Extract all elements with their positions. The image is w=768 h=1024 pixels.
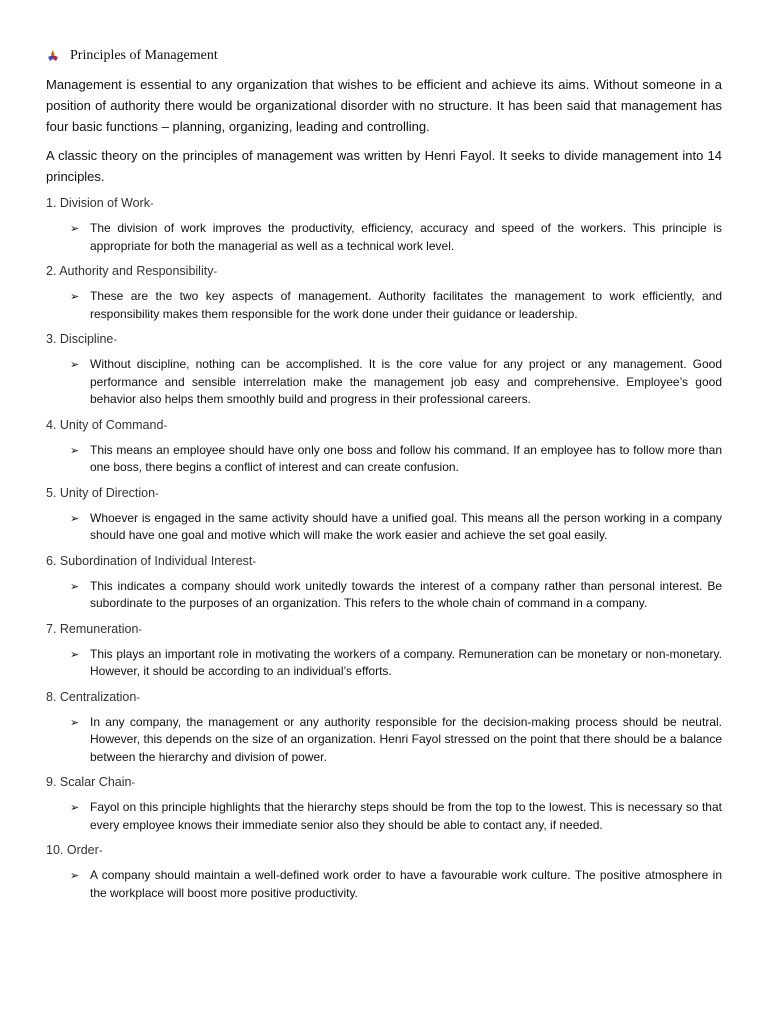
arrow-bullet-icon: ➢ bbox=[70, 291, 80, 303]
principle-heading bbox=[46, 551, 722, 572]
arrow-bullet-icon: ➢ bbox=[70, 444, 80, 457]
principle-bullet bbox=[70, 220, 722, 255]
principle-bullet bbox=[70, 799, 722, 834]
arrow-bullet-icon: ➢ bbox=[70, 359, 80, 371]
arrow-bullet-icon: ➢ bbox=[70, 580, 80, 593]
principle-heading bbox=[46, 619, 722, 640]
principle-bullet bbox=[70, 578, 722, 613]
principle-section bbox=[46, 619, 722, 681]
principle-heading-text: 1. Division of Work bbox=[46, 196, 150, 210]
intro-paragraph-2: A classic theory on the principles of management was written by Henri Fayol. It seeks to divide management into 14 principles. bbox=[46, 148, 722, 184]
principle-section bbox=[46, 415, 722, 477]
principle-heading-dash: - bbox=[213, 266, 218, 278]
principle-section bbox=[46, 483, 722, 545]
principle-section bbox=[46, 687, 722, 767]
principle-heading bbox=[46, 840, 722, 861]
principle-bullet bbox=[70, 646, 722, 681]
principle-heading-text: 6. Subordination of Individual Interest bbox=[46, 553, 253, 568]
principle-description: This means an employee should have only one boss and follow his command. If an employee has to follow more than one boss, there begins a conflict of interest and can create confusion. bbox=[90, 442, 722, 474]
principle-heading-dash: - bbox=[149, 198, 154, 210]
arrow-bullet-icon: ➢ bbox=[70, 870, 80, 882]
principle-heading bbox=[46, 261, 722, 282]
principle-heading-dash: - bbox=[138, 623, 143, 636]
principle-section bbox=[46, 261, 722, 323]
principle-heading-dash: - bbox=[98, 845, 103, 857]
principle-heading-dash: - bbox=[155, 487, 159, 500]
principle-description: This plays an important role in motivating the workers of a company. Remuneration can be monetary or non-monetary. However, it should be according to an individual’s efforts. bbox=[90, 646, 722, 678]
principle-heading-dash: - bbox=[113, 334, 118, 346]
principle-bullet bbox=[70, 714, 722, 767]
principle-bullet bbox=[70, 510, 722, 545]
principle-section bbox=[46, 329, 722, 409]
principle-heading-text: 3. Discipline bbox=[46, 332, 114, 346]
principle-description: These are the two key aspects of management. Authority facilitates the management to work efficiently, and responsibility makes them responsible for the work done under their guidance or leadership. bbox=[90, 289, 722, 321]
principle-heading-dash: - bbox=[136, 691, 140, 704]
principle-heading-text: 4. Unity of Command bbox=[46, 417, 164, 432]
principle-section bbox=[46, 193, 722, 255]
principle-description: Without discipline, nothing can be accomplished. It is the core value for any project or any management. Good performance and sensible interrelation make the management job easy and comprehensive. Employee’s good behavior also helps them smoothly build and progress in their professional careers. bbox=[90, 357, 722, 406]
arrow-bullet-icon: ➢ bbox=[70, 223, 80, 235]
principle-heading-dash: - bbox=[163, 419, 168, 432]
principle-description: A company should maintain a well-defined work order to have a favourable work culture. The positive atmosphere in the workplace will boost more positive productivity. bbox=[90, 868, 722, 900]
principle-heading-dash: - bbox=[252, 555, 257, 568]
principle-section bbox=[46, 551, 722, 613]
arrow-bullet-icon: ➢ bbox=[70, 648, 80, 661]
principle-description: Fayol on this principle highlights that the hierarchy steps should be from the top to the lowest. This is necessary so that every employee knows their immediate senior also they should be able to contact any, if needed. bbox=[90, 800, 722, 832]
principle-heading-text: 8. Centralization bbox=[46, 689, 137, 704]
intro-paragraph-1: Management is essential to any organization that wishes to be efficient and achieve its aims. Without someone in a position of authority there would be organizational disorder with no structure. It has been said that management has four basic functions – planning, organizing, leading and controlling. bbox=[46, 77, 722, 134]
principle-heading-text: 9. Scalar Chain bbox=[46, 775, 132, 789]
principle-heading-text: 10. Order bbox=[46, 843, 99, 857]
principle-heading bbox=[46, 415, 722, 436]
principle-description: In any company, the management or any authority responsible for the decision-making process should be neutral. However, this depends on the size of an organization. Henri Fayol stressed on the point that there should be a balance between the hierarchy and division of power. bbox=[90, 714, 722, 764]
principle-heading-dash: - bbox=[131, 777, 136, 789]
page-title: Principles of Management bbox=[70, 48, 218, 63]
principle-heading bbox=[46, 329, 722, 350]
principle-heading bbox=[46, 193, 722, 214]
title-row bbox=[46, 0, 722, 66]
arrow-bullet-icon: ➢ bbox=[70, 716, 80, 729]
principle-heading bbox=[46, 483, 722, 504]
principle-heading-text: 7. Remuneration bbox=[46, 621, 139, 636]
principle-heading-text: 5. Unity of Direction bbox=[46, 485, 156, 500]
principle-section bbox=[46, 772, 722, 834]
principle-bullet bbox=[70, 288, 722, 323]
principle-heading bbox=[46, 687, 722, 708]
principle-description: The division of work improves the productivity, efficiency, accuracy and speed of the workers. This principle is appropriate for both the managerial as well as a technical work level. bbox=[90, 221, 722, 253]
principle-description: This indicates a company should work unitedly towards the interest of a company rather than personal interest. Be subordinate to the purposes of an organization. This refers to the whole chain of command in a company. bbox=[90, 578, 722, 610]
principle-description: Whoever is engaged in the same activity should have a unified goal. This means all the person working in a company should have one goal and motive which will make the work easier and achieve the set goal easily. bbox=[90, 510, 722, 542]
principle-heading-text: 2. Authority and Responsibility bbox=[46, 264, 214, 278]
principle-section bbox=[46, 840, 722, 902]
principle-heading bbox=[46, 772, 722, 793]
principle-bullet bbox=[70, 356, 722, 409]
arrow-bullet-icon: ➢ bbox=[70, 802, 80, 814]
principle-bullet bbox=[70, 442, 722, 477]
principles-list bbox=[46, 193, 722, 902]
bullet-diamond-icon bbox=[46, 49, 60, 63]
arrow-bullet-icon: ➢ bbox=[70, 512, 80, 525]
principle-bullet bbox=[70, 867, 722, 902]
